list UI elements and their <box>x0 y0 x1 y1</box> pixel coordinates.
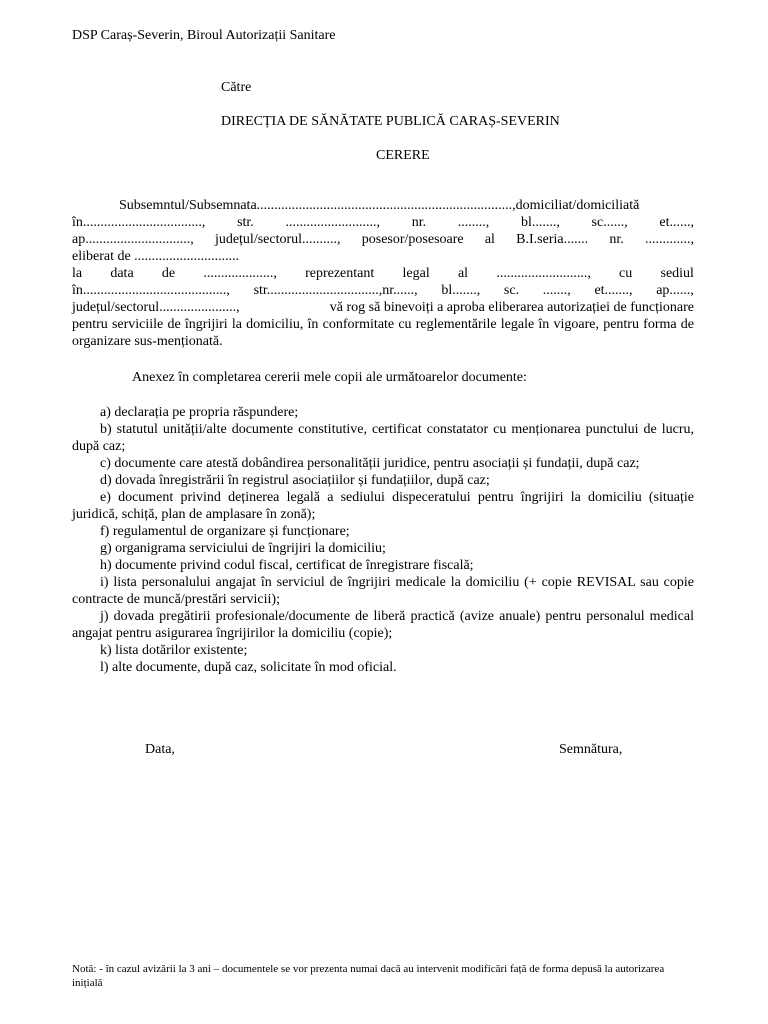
form-line-segment: legal <box>402 266 430 281</box>
form-line-segment: nr. <box>609 232 624 247</box>
form-line-segment: .........................., <box>285 215 380 230</box>
form-line <box>72 197 694 214</box>
form-line-segment: reprezentant <box>305 266 375 281</box>
form-line <box>72 231 694 248</box>
signature-label: Semnătura, <box>559 742 623 757</box>
form-line-segment: județul/sectorul......................, <box>72 300 240 315</box>
form-line <box>72 282 694 299</box>
form-line-segment: ...................., <box>203 266 277 281</box>
list-item: j) dovada pregătirii profesionale/documente de liberă practică (avize anuale) pentru personalul medical angajat pentru asigurarea îngrijirilor la domiciliu (copie); <box>72 609 694 641</box>
document-title: CERERE <box>376 148 430 163</box>
applicant-form-block <box>72 197 694 350</box>
list-item: h) documente privind codul fiscal, certificat de înregistrare fiscală; <box>100 558 474 573</box>
form-line-segment: posesor/posesoare <box>361 232 464 247</box>
form-line <box>72 265 694 282</box>
form-line-segment: la <box>72 266 83 281</box>
form-line-segment: data <box>110 266 134 281</box>
list-item: d) dovada înregistrării în registrul asociațiilor și fundațiilor, după caz; <box>100 473 490 488</box>
request-paragraph-tail: pentru serviciile de îngrijiri la domiciliu, în conformitate cu reglementările legale în vigoare, pentru forma de organizare sus-menționată. <box>72 317 694 349</box>
documents-list <box>72 404 694 676</box>
form-line-segment: al <box>484 232 495 247</box>
annex-intro: Anexez în completarea cererii mele copii ale următoarelor documente: <box>132 370 527 385</box>
form-line-segment: sediul <box>660 266 694 281</box>
form-line-segment: de <box>161 266 176 281</box>
form-line-segment: al <box>457 266 469 281</box>
form-line-segment: ap......, <box>656 283 694 298</box>
form-line-segment: județul/sectorul.........., <box>214 232 341 247</box>
form-line-segment: sc. <box>503 283 520 298</box>
form-line-segment: str. <box>237 215 254 230</box>
list-item: l) alte documente, după caz, solicitate în mod oficial. <box>100 660 397 675</box>
form-line-segment: ........, <box>457 215 490 230</box>
list-item: i) lista personalului angajat în serviciul de îngrijiri medicale la domiciliu (+ copie REVISAL sau copie contracte de muncă/prestări servicii); <box>72 575 694 607</box>
list-item: g) organigrama serviciului de îngrijiri la domiciliu; <box>100 541 386 556</box>
form-line <box>72 248 694 265</box>
list-item: f) regulamentul de organizare și funcționare; <box>100 524 350 539</box>
list-item: a) declarația pe propria răspundere; <box>100 405 299 420</box>
office-header: DSP Caraș-Severin, Biroul Autorizații Sanitare <box>72 28 336 43</box>
form-line-segment: ap.............................., <box>72 232 194 247</box>
form-line-segment: bl......., <box>520 215 560 230</box>
form-line-segment: în........................................., <box>72 283 230 298</box>
form-line-segment: str................................,nr......, <box>253 283 418 298</box>
form-line-segment: cu <box>619 266 633 281</box>
form-line-segment: Subsemntul/Subsemnata.........................................................................,domiciliat/domiciliată <box>119 198 640 213</box>
form-line-segment: .........................., <box>496 266 591 281</box>
form-line-segment: ............., <box>644 232 694 247</box>
footnote: Notă: - în cazul avizării la 3 ani – documentele se vor prezenta numai dacă au intervenit modificări față de forma depusă la autorizarea inițială <box>72 963 665 989</box>
date-label: Data, <box>145 742 175 757</box>
form-line-segment: eliberat de .............................. <box>72 249 240 264</box>
form-line-segment: et......., <box>594 283 633 298</box>
form-line-segment: et......, <box>659 215 694 230</box>
list-item: c) documente care atestă dobândirea personalității juridice, pentru asociații și fundații, după caz; <box>100 456 640 471</box>
form-line-segment: în.................................., <box>72 215 206 230</box>
list-item: b) statutul unității/alte documente constitutive, certificat constatator cu menționarea punctului de lucru, după caz; <box>72 422 694 454</box>
form-line-segment: ......., <box>542 283 571 298</box>
list-item: k) lista dotărilor existente; <box>100 643 248 658</box>
recipient-prefix: Către <box>221 80 252 95</box>
form-lines <box>72 197 694 316</box>
form-line-segment: bl......., <box>441 283 481 298</box>
form-line-segment: sc......, <box>591 215 628 230</box>
form-line-segment: B.I.seria....... <box>516 232 589 247</box>
list-item: e) document privind deținerea legală a sediului dispeceratului pentru îngrijiri la domiciliu (situație juridică, schiță, plan de amplasare în zonă); <box>72 490 694 522</box>
form-line <box>72 214 694 231</box>
form-line-segment: nr. <box>411 215 427 230</box>
form-line <box>72 299 694 316</box>
recipient-institution: DIRECȚIA DE SĂNĂTATE PUBLICĂ CARAȘ-SEVERIN <box>221 114 560 129</box>
form-line-segment: vă rog să binevoiți a aproba eliberarea autorizației de funcționare <box>329 300 694 315</box>
